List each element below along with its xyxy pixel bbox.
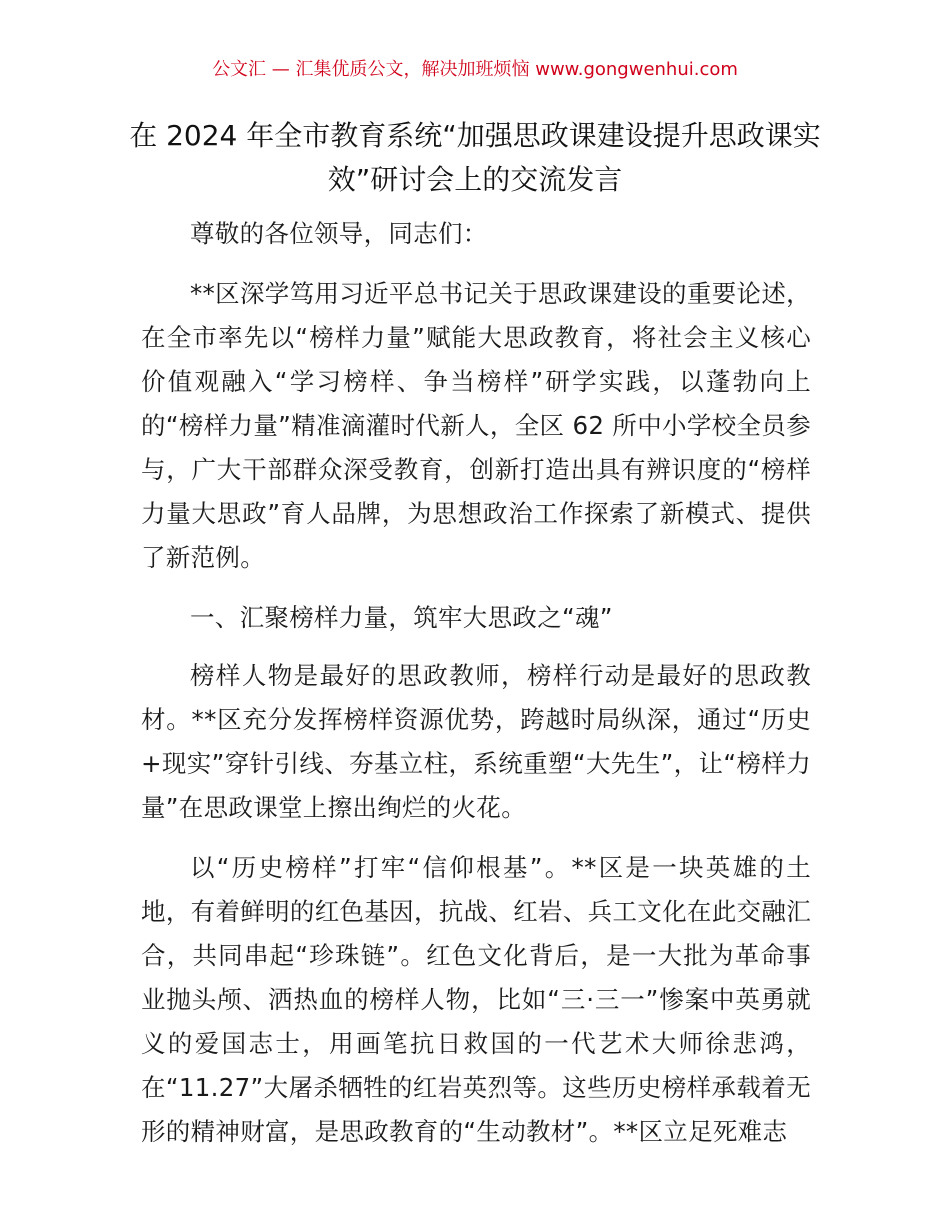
paragraph-historical-role-models: 以“历史榜样”打牢“信仰根基”。**区是一块英雄的土地，有着鲜明的红色基因，抗战、红岩、兵工文化在此交融汇合，共同串起“珍珠链”。红色文化背后，是一大批为革命事业抛头颅、洒热血的榜样人物，比如“三·三一”惨案中英勇就义的爱国志士，用画笔抗日救国的一代艺术大师徐悲鸿，在“11.27”大屠杀牺牲的红岩英烈等。这些历史榜样承载着无形的精神财富，是思政教育的“生动教材”。**区立足死难志 [141, 853, 811, 1146]
salutation: 尊敬的各位领导，同志们： [190, 219, 488, 248]
paragraph-intro: **区深学笃用习近平总书记关于思政课建设的重要论述，在全市率先以“榜样力量”赋能大思政教育，将社会主义核心价值观融入“学习榜样、争当榜样”研学实践，以蓬勃向上的“榜样力量”精准滴灌时代新人，全区 62 所中小学校全员参与，广大干部群众深受教育，创新打造出具有辨识度的“榜样力量大思政”育人品牌，为思想政治工作探索了新模式、提供了新范例。 [141, 279, 811, 572]
site-banner: 公文汇 — 汇集优质公文，解决加班烦恼 www.gongwenhui.com [212, 59, 738, 80]
paragraph-section-intro: 榜样人物是最好的思政教师，榜样行动是最好的思政教材。**区充分发挥榜样资源优势，跨越时局纵深，通过“历史+现实”穿针引线、夯基立柱，系统重塑“大先生”，让“榜样力量”在思政课堂上擦出绚烂的火花。 [141, 661, 811, 822]
document-title: 在 2024 年全市教育系统“加强思政课建设提升思政课实效”研讨会上的交流发言 [129, 119, 821, 196]
document-body [141, 212, 811, 1170]
section-heading: 一、汇聚榜样力量，筑牢大思政之“魂” [190, 603, 613, 632]
